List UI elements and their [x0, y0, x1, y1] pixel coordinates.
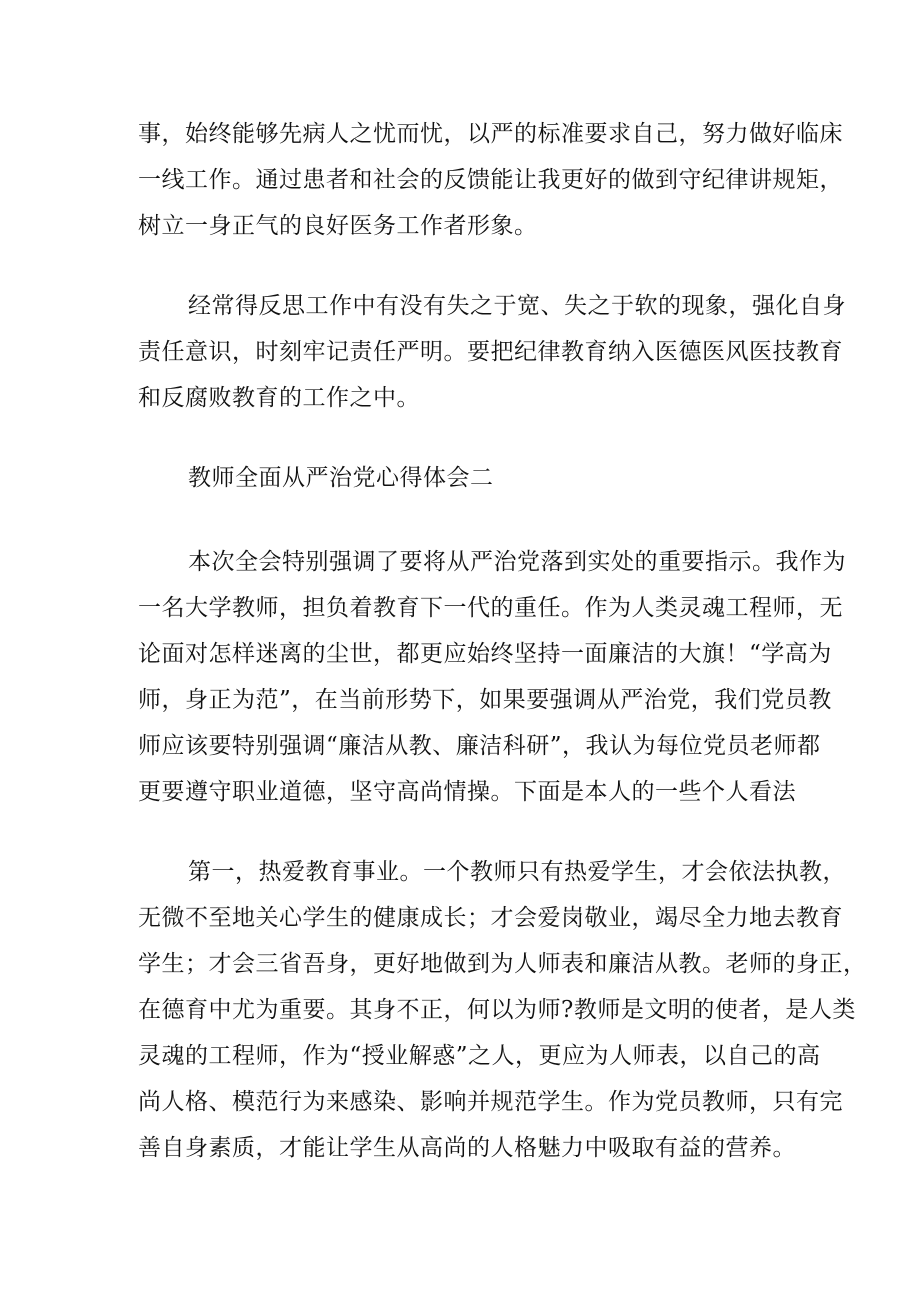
paragraph-2-line-3: 和反腐败教育的工作之中。 [138, 385, 420, 411]
paragraph-3-line-4: 师，身正为范”，在当前形势下，如果要强调从严治党，我们党员教 [138, 687, 832, 713]
paragraph-2-line-2: 责任意识，时刻牢记责任严明。要把纪律教育纳入医德医风医技教育 [138, 339, 843, 365]
paragraph-4-line-2: 无微不至地关心学生的健康成长；才会爱岗敬业，竭尽全力地去教育 [138, 905, 843, 931]
paragraph-4-line-4: 在德育中尤为重要。其身不正，何以为师?教师是文明的使者，是人类 [138, 997, 856, 1023]
paragraph-4-line-7: 善自身素质，才能让学生从高尚的人格魅力中吸取有益的营养。 [138, 1135, 796, 1161]
paragraph-3-line-2: 一名大学教师，担负着教育下一代的重任。作为人类灵魂工程师，无 [138, 595, 843, 621]
paragraph-4-line-3: 学生；才会三省吾身，更好地做到为人师表和廉洁从教。老师的身正， [138, 951, 867, 977]
paragraph-1-line-1: 事，始终能够先病人之忧而忧，以严的标准要求自己，努力做好临床 [138, 121, 843, 147]
paragraph-1-line-2: 一线工作。通过患者和社会的反馈能让我更好的做到守纪律讲规矩， [138, 167, 843, 193]
paragraph-4-line-1: 第一，热爱教育事业。一个教师只有热爱学生，才会依法执教， [188, 859, 846, 885]
paragraph-3-line-5: 师应该要特别强调“廉洁从教、廉洁科研”，我认为每位党员老师都 [138, 733, 821, 759]
paragraph-3-line-6: 更要遵守职业道德，坚守高尚情操。下面是本人的一些个人看法 [138, 779, 796, 805]
paragraph-3-line-1: 本次全会特别强调了要将从严治党落到实处的重要指示。我作为 [188, 549, 846, 575]
paragraph-2-line-1: 经常得反思工作中有没有失之于宽、失之于软的现象，强化自身 [188, 293, 846, 319]
paragraph-4-line-6: 尚人格、模范行为来感染、影响并规范学生。作为党员教师，只有完 [138, 1089, 843, 1115]
paragraph-1-line-3: 树立一身正气的良好医务工作者形象。 [138, 213, 538, 239]
section-title: 教师全面从严治党心得体会二 [188, 465, 494, 491]
paragraph-3-line-3: 论面对怎样迷离的尘世，都更应始终坚持一面廉洁的大旗！“学高为 [138, 641, 832, 667]
paragraph-4-line-5: 灵魂的工程师，作为“授业解惑”之人，更应为人师表，以自己的高 [138, 1043, 821, 1069]
